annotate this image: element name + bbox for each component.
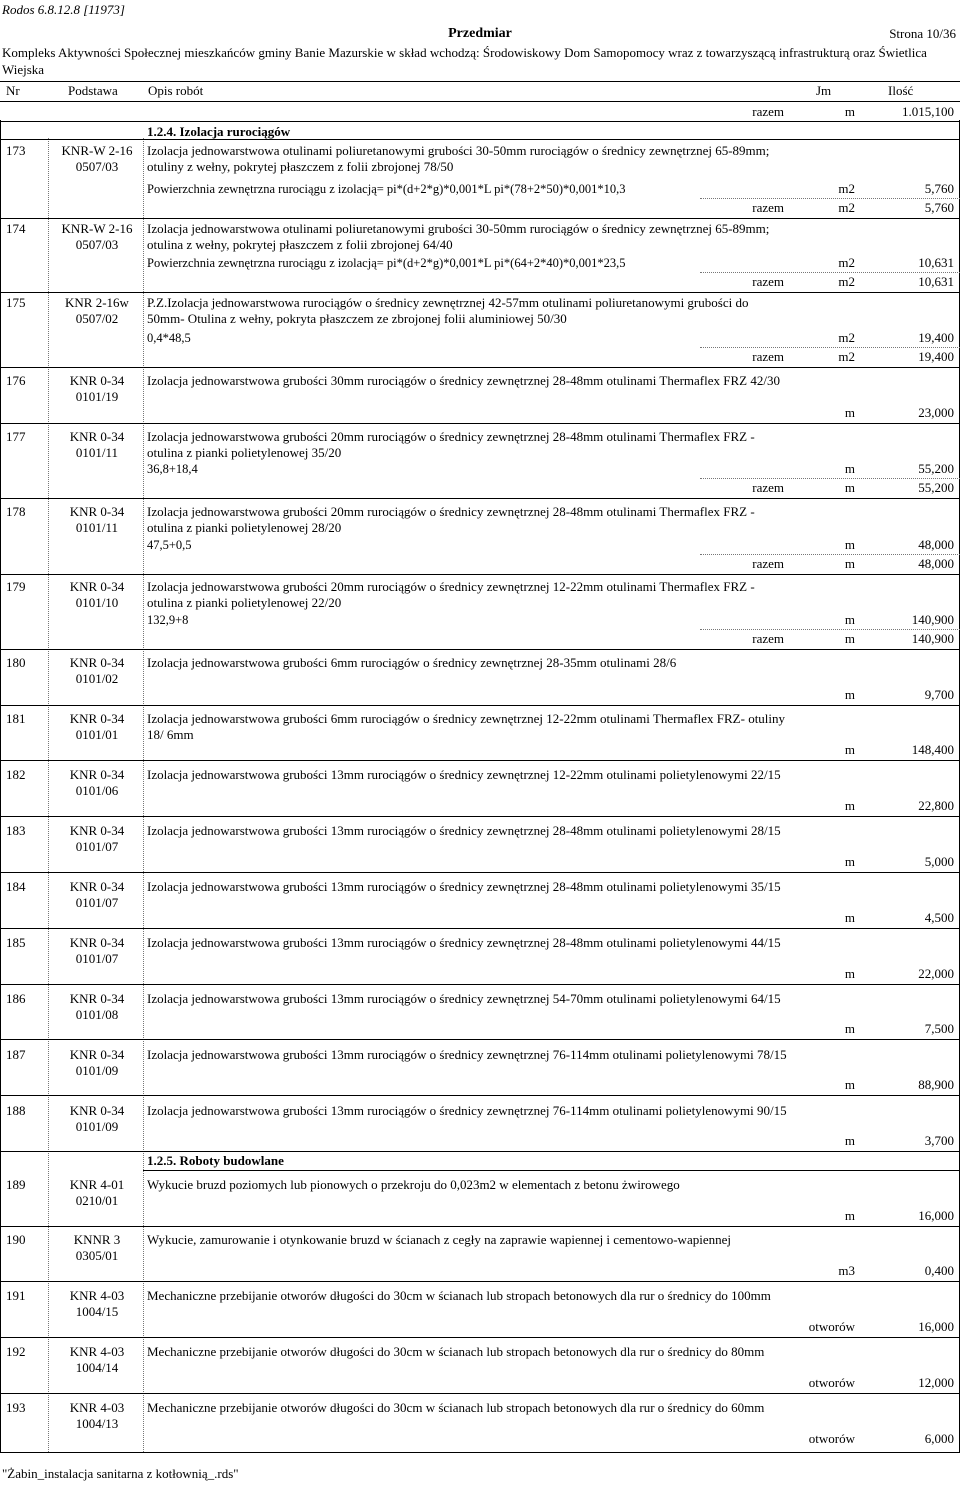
col-unit: Jm (816, 83, 832, 98)
item-description: Izolacja jednowarstwowa grubości 13mm rurociągów o średnicy zewnętrznej 28-48mm otulinami polietylenowymi 28/15 (147, 823, 781, 838)
item-number: 188 (6, 1103, 26, 1118)
item-unit: otworów (808, 1431, 855, 1446)
item-unit: m (844, 1077, 855, 1092)
item-number: 193 (6, 1400, 26, 1415)
item-unit: m2 (838, 330, 855, 345)
item-razem-quantity: 10,631 (918, 274, 954, 289)
item-basis-code: KNR 4-03 (69, 1400, 125, 1415)
table-bottom-border (0, 1452, 960, 1453)
header-top-line (0, 81, 960, 82)
item-unit: m (844, 1021, 855, 1036)
item-quantity: 148,400 (911, 742, 954, 757)
item-basis-code: KNR 4-03 (69, 1344, 125, 1359)
item-calculation: Powierzchnia zewnętrzna rurociągu z izolacją= pi*(d+2*g)*0,001*L pi*(64+2*40)*0,001*23,5 (147, 256, 626, 270)
item-number: 173 (6, 143, 26, 158)
item-description: Izolacja jednowarstwowa grubości 13mm rurociągów o średnicy zewnętrznej 12-22mm otulinami polietylenowymi 22/15 (147, 767, 781, 782)
item-calculation: 0,4*48,5 (147, 331, 191, 345)
item-quantity: 12,000 (918, 1375, 954, 1390)
item-unit: otworów (808, 1319, 855, 1334)
item-basis-number: 0305/01 (75, 1248, 119, 1263)
item-description: Izolacja jednowarstwowa grubości 13mm rurociągów o średnicy zewnętrznej 28-48mm otulinami polietylenowymi 44/15 (147, 935, 781, 950)
header-bottom-line (0, 101, 960, 102)
item-description: Izolacja jednowarstwowa grubości 30mm rurociągów o średnicy zewnętrznej 28-48mm otulinami Thermaflex FRZ 42/30 (147, 373, 780, 388)
item-basis-code: KNR 0-34 (69, 767, 125, 782)
item-basis-number: 0101/07 (75, 895, 119, 910)
item-number: 189 (6, 1177, 26, 1192)
page-label: Strona 10/36 (889, 26, 956, 41)
item-razem-label: razem (752, 480, 784, 495)
item-razem-quantity: 140,900 (911, 631, 954, 646)
item-description: Izolacja jednowarstwowa grubości 6mm rurociągów o średnicy zewnętrznej 12-22mm otulinami Thermaflex FRZ- otuliny 18/ 6mm (147, 711, 786, 742)
item-basis-number: 0101/11 (75, 520, 119, 535)
col-description: Opis robót (148, 83, 204, 98)
item-number: 186 (6, 991, 26, 1006)
item-basis-code: KNNR 3 (73, 1232, 121, 1247)
item-unit: m2 (838, 255, 855, 270)
item-unit: m (844, 798, 855, 813)
item-basis-code: KNR 0-34 (69, 823, 125, 838)
item-quantity: 9,700 (924, 687, 954, 702)
item-description: Mechaniczne przebijanie otworów długości do 30cm w ścianach lub stropach betonowych dla rur o średnicy do 80mm (147, 1344, 765, 1359)
item-basis-code: KNR 0-34 (69, 655, 125, 670)
item-unit: m (844, 405, 855, 420)
col-basis: Podstawa (68, 83, 118, 98)
item-basis-code: KNR 0-34 (69, 579, 125, 594)
item-number: 183 (6, 823, 26, 838)
item-razem-unit: m (844, 631, 855, 646)
item-unit: m2 (838, 181, 855, 196)
item-basis-code: KNR 0-34 (69, 429, 125, 444)
item-basis-number: 0507/02 (75, 311, 119, 326)
item-unit: m (844, 1133, 855, 1148)
item-quantity: 4,500 (924, 910, 954, 925)
table-left-border (0, 120, 1, 1452)
item-quantity: 16,000 (918, 1319, 954, 1334)
item-quantity: 19,400 (918, 330, 954, 345)
item-number: 176 (6, 373, 26, 388)
item-quantity: 6,000 (924, 1431, 954, 1446)
item-razem-label: razem (752, 631, 784, 646)
item-razem-quantity: 19,400 (918, 349, 954, 364)
footer-filename: "Żabin_instalacja sanitarna z kotłownią_.rds" (2, 1466, 239, 1481)
item-number: 190 (6, 1232, 26, 1247)
item-basis-number: 0101/01 (75, 727, 119, 742)
item-description: Wykucie bruzd poziomych lub pionowych o przekroju do 0,023m2 w elementach z betonu żwirowego (147, 1177, 680, 1192)
item-number: 184 (6, 879, 26, 894)
item-razem-quantity: 55,200 (918, 480, 954, 495)
item-description: Izolacja jednowarstwowa grubości 13mm rurociągów o średnicy zewnętrznej 54-70mm otulinami polietylenowymi 64/15 (147, 991, 781, 1006)
item-unit: m (844, 1208, 855, 1223)
item-basis-number: 0101/19 (75, 389, 119, 404)
item-basis-number: 0101/07 (75, 839, 119, 854)
item-basis-number: 0101/10 (75, 595, 119, 610)
top-razem-qty: 1.015,100 (902, 104, 954, 119)
item-razem-label: razem (752, 274, 784, 289)
col-divider-nr (48, 138, 49, 1452)
item-number: 178 (6, 504, 26, 519)
item-quantity: 55,200 (918, 461, 954, 476)
item-unit: m (844, 910, 855, 925)
item-number: 181 (6, 711, 26, 726)
item-razem-unit: m (844, 480, 855, 495)
item-razem-quantity: 5,760 (924, 200, 954, 215)
item-number: 192 (6, 1344, 26, 1359)
item-basis-number: 0210/01 (75, 1193, 119, 1208)
item-basis-code: KNR 0-34 (69, 991, 125, 1006)
top-razem-unit: m (844, 104, 855, 119)
item-number: 182 (6, 767, 26, 782)
item-description: Izolacja jednowarstwowa grubości 20mm rurociągów o średnicy zewnętrznej 28-48mm otulinami Thermaflex FRZ - otulina z pianki polietylenowej 35/20 (147, 429, 755, 460)
col-qty: Ilość (888, 83, 914, 98)
item-quantity: 5,760 (924, 181, 954, 196)
item-unit: m (844, 966, 855, 981)
item-basis-number: 0507/03 (75, 237, 119, 252)
item-basis-code: KNR 0-34 (69, 935, 125, 950)
section-heading: 1.2.4. Izolacja rurociągów (147, 124, 291, 139)
item-number: 175 (6, 295, 26, 310)
item-quantity: 22,000 (918, 966, 954, 981)
item-description: Mechaniczne przebijanie otworów długości do 30cm w ścianach lub stropach betonowych dla rur o średnicy do 60mm (147, 1400, 765, 1415)
item-basis-number: 1004/15 (75, 1304, 119, 1319)
item-description: Izolacja jednowarstwowa grubości 13mm rurociągów o średnicy zewnętrznej 28-48mm otulinami polietylenowymi 35/15 (147, 879, 781, 894)
item-quantity: 7,500 (924, 1021, 954, 1036)
item-number: 174 (6, 221, 26, 236)
item-unit: m (844, 687, 855, 702)
item-razem-label: razem (752, 556, 784, 571)
item-razem-label: razem (752, 349, 784, 364)
doc-title: Przedmiar (448, 26, 512, 41)
item-description: Mechaniczne przebijanie otworów długości do 30cm w ścianach lub stropach betonowych dla rur o średnicy do 100mm (147, 1288, 771, 1303)
item-basis-number: 0101/06 (75, 783, 119, 798)
item-quantity: 48,000 (918, 537, 954, 552)
item-quantity: 0,400 (924, 1263, 954, 1278)
item-unit: m (844, 537, 855, 552)
project-title: Kompleks Aktywności Społecznej mieszkańców gminy Banie Mazurskie w skład wchodzą: Środowiskowy Dom Samopomocy wraz z towarzyszącą infrastrukturą oraz Świetlica Wiejska (2, 45, 927, 77)
item-quantity: 22,800 (918, 798, 954, 813)
item-basis-number: 1004/13 (75, 1416, 119, 1431)
item-razem-unit: m2 (838, 200, 855, 215)
item-basis-number: 0101/02 (75, 671, 119, 686)
item-calculation: Powierzchnia zewnętrzna rurociągu z izolacją= pi*(d+2*g)*0,001*L pi*(78+2*50)*0,001*10,3 (147, 182, 626, 196)
item-unit: m (844, 612, 855, 627)
item-razem-unit: m (844, 556, 855, 571)
item-description: Izolacja jednowarstwowa grubości 20mm rurociągów o średnicy zewnętrznej 12-22mm otulinami Thermaflex FRZ - otulina z pianki polietylenowej 22/20 (147, 579, 755, 610)
item-basis-code: KNR 0-34 (69, 1103, 125, 1118)
item-basis-number: 0507/03 (75, 159, 119, 174)
col-divider-basis (143, 138, 144, 1452)
item-basis-number: 0101/08 (75, 1007, 119, 1022)
item-basis-code: KNR 0-34 (69, 711, 125, 726)
item-description: Izolacja jednowarstwowa otulinami poliuretanowymi grubości 30-50mm rurociągów o średnicy zewnętrznej 65-89mm; otulina z wełny, pokrytej płaszczem z folii zbrojonej 64/40 (147, 221, 770, 252)
item-unit: m3 (838, 1263, 855, 1278)
item-razem-quantity: 48,000 (918, 556, 954, 571)
item-basis-code: KNR 0-34 (69, 879, 125, 894)
item-number: 187 (6, 1047, 26, 1062)
item-description: Izolacja jednowarstwowa otulinami poliuretanowymi grubości 30-50mm rurociągów o średnicy zewnętrznej 65-89mm; otuliny z wełny, pokrytej płaszczem z folii zbrojonej 78/50 (147, 143, 770, 174)
item-basis-code: KNR 2-16w (65, 295, 129, 310)
item-unit: otworów (808, 1375, 855, 1390)
item-number: 185 (6, 935, 26, 950)
top-razem-label: razem (752, 104, 784, 119)
item-basis-code: KNR-W 2-16 (61, 143, 133, 158)
item-basis-number: 1004/14 (75, 1360, 119, 1375)
item-unit: m (844, 854, 855, 869)
item-quantity: 16,000 (918, 1208, 954, 1223)
item-calculation: 36,8+18,4 (147, 462, 198, 476)
item-razem-unit: m2 (838, 274, 855, 289)
item-basis-number: 0101/07 (75, 951, 119, 966)
item-basis-code: KNR 0-34 (69, 1047, 125, 1062)
item-basis-code: KNR 4-01 (69, 1177, 125, 1192)
item-basis-number: 0101/11 (75, 445, 119, 460)
item-description: Izolacja jednowarstwowa grubości 6mm rurociągów o średnicy zewnętrznej 28-35mm otulinami 28/6 (147, 655, 677, 670)
item-basis-number: 0101/09 (75, 1119, 119, 1134)
item-number: 191 (6, 1288, 26, 1303)
item-basis-code: KNR-W 2-16 (61, 221, 133, 236)
col-nr: Nr (6, 83, 20, 98)
item-number: 180 (6, 655, 26, 670)
item-quantity: 3,700 (924, 1133, 954, 1148)
item-quantity: 140,900 (911, 612, 954, 627)
item-number: 177 (6, 429, 26, 444)
item-basis-code: KNR 4-03 (69, 1288, 125, 1303)
item-quantity: 5,000 (924, 854, 954, 869)
item-calculation: 132,9+8 (147, 613, 189, 627)
item-basis-code: KNR 0-34 (69, 504, 125, 519)
item-calculation: 47,5+0,5 (147, 538, 192, 552)
item-razem-label: razem (752, 200, 784, 215)
item-unit: m (844, 461, 855, 476)
item-quantity: 88,900 (918, 1077, 954, 1092)
item-razem-unit: m2 (838, 349, 855, 364)
section-heading: 1.2.5. Roboty budowlane (147, 1153, 284, 1168)
item-description: Izolacja jednowarstwowa grubości 20mm rurociągów o średnicy zewnętrznej 28-48mm otulinami Thermaflex FRZ - otulina z pianki polietylenowej 28/20 (147, 504, 755, 535)
app-title: Rodos 6.8.12.8 [11973] (2, 2, 125, 17)
item-number: 179 (6, 579, 26, 594)
item-description: Izolacja jednowarstwowa grubości 13mm rurociągów o średnicy zewnętrznej 76-114mm otulinami polietylenowymi 90/15 (147, 1103, 787, 1118)
item-description: Wykucie, zamurowanie i otynkowanie bruzd w ścianach z cegły na zaprawie wapiennej i cementowo-wapiennej (147, 1232, 731, 1247)
item-quantity: 10,631 (918, 255, 954, 270)
item-description: P.Z.Izolacja jednowarstwowa rurociągów o średnicy zewnętrznej 42-57mm otulinami poliuretanowymi grubości do 50mm- Otulina z wełny, pokryta płaszczem ze zbrojonej folii aluminiowej 50/30 (147, 295, 749, 326)
item-unit: m (844, 742, 855, 757)
item-description: Izolacja jednowarstwowa grubości 13mm rurociągów o średnicy zewnętrznej 76-114mm otulinami polietylenowymi 78/15 (147, 1047, 787, 1062)
item-quantity: 23,000 (918, 405, 954, 420)
item-basis-number: 0101/09 (75, 1063, 119, 1078)
item-basis-code: KNR 0-34 (69, 373, 125, 388)
